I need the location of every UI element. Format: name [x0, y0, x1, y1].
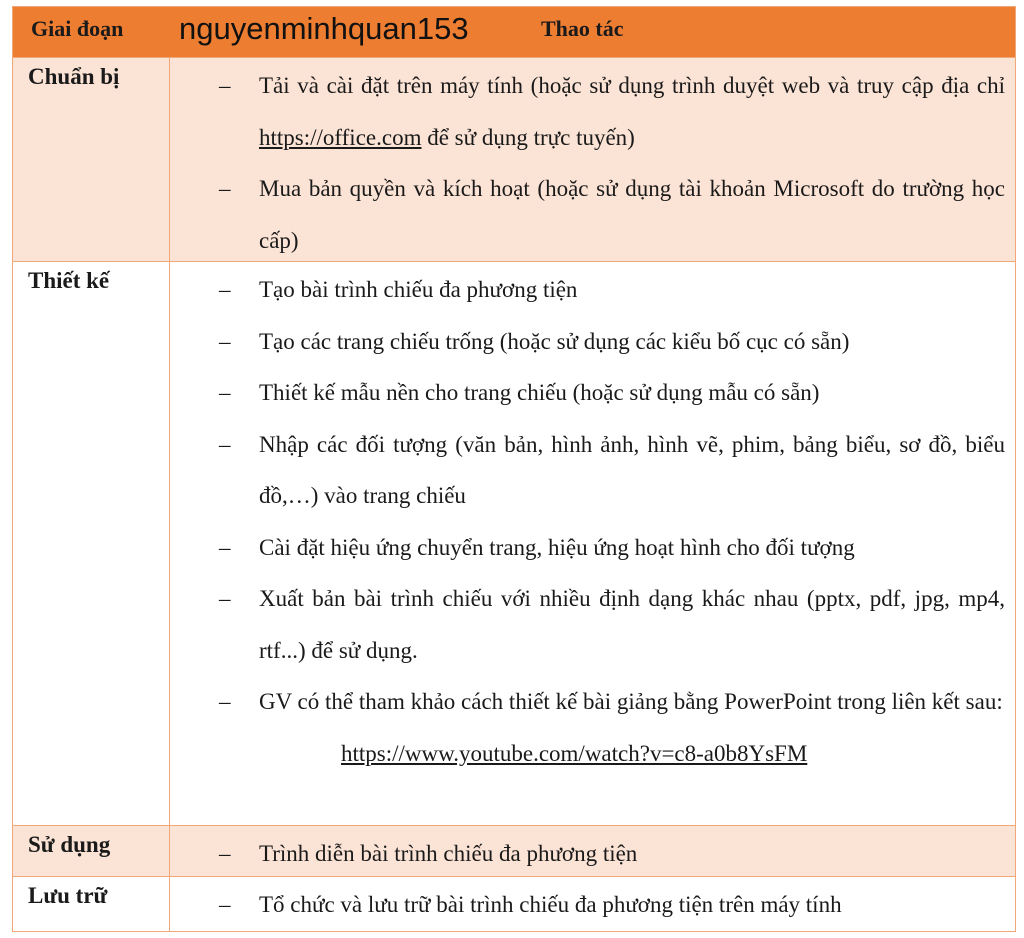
- list-item: [219, 573, 1005, 676]
- operations-list: [219, 60, 1005, 266]
- dash-bullet: –: [219, 277, 231, 302]
- list-item: [219, 522, 1005, 574]
- item-text: Tạo bài trình chiếu đa phương tiện: [259, 277, 578, 302]
- item-text: Tổ chức và lưu trữ bài trình chiếu đa phương tiện trên máy tính: [259, 892, 842, 917]
- list-item: [219, 264, 1005, 316]
- office-link[interactable]: https://office.com: [259, 124, 422, 150]
- operations-list: [219, 264, 1005, 779]
- item-text: Tải và cài đặt trên máy tính (hoặc sử dụng trình duyệt web và truy cập địa chỉ: [259, 73, 1005, 98]
- stage-label: Sử dụng: [28, 832, 111, 857]
- stage-label: Lưu trữ: [28, 883, 108, 908]
- item-text: Xuất bản bài trình chiếu với nhiều định dạng khác nhau (pptx, pdf, jpg, mp4, rtf...) để sử dụng.: [259, 586, 1005, 663]
- column-divider: [169, 58, 170, 261]
- header-stage-label: Giai đoạn: [31, 16, 124, 41]
- item-text: Tạo các trang chiếu trống (hoặc sử dụng các kiểu bố cục có sẵn): [259, 328, 850, 354]
- dash-bullet: –: [219, 380, 231, 405]
- operations-list: [219, 879, 1005, 931]
- list-item: [219, 879, 1005, 931]
- stage-label: Chuẩn bị: [28, 64, 120, 89]
- dash-bullet: –: [219, 431, 231, 457]
- dash-bullet: –: [219, 328, 231, 354]
- column-divider: [169, 826, 170, 876]
- watermark-text: nguyenminhquan153: [179, 11, 469, 46]
- stage-label: Thiết kế: [28, 268, 110, 293]
- list-item: [219, 828, 1005, 880]
- table-header: [13, 7, 1015, 57]
- dash-bullet: –: [219, 73, 231, 98]
- list-item: [219, 163, 1005, 266]
- column-divider: [169, 262, 170, 825]
- dash-bullet: –: [219, 534, 231, 560]
- youtube-link[interactable]: https://www.youtube.com/watch?v=c8-a0b8YsFM: [341, 740, 808, 766]
- list-item: [219, 419, 1005, 522]
- table-row-storage: [13, 876, 1015, 931]
- item-text: Thiết kế mẫu nền cho trang chiếu (hoặc sử dụng mẫu có sẵn): [259, 380, 820, 405]
- item-text: GV có thể tham khảo cách thiết kế bài giảng bằng PowerPoint trong liên kết sau:: [259, 689, 1003, 714]
- item-text: Mua bản quyền và kích hoạt (hoặc sử dụng tài khoản Microsoft do trường học cấp): [259, 176, 1005, 253]
- item-text: để sử dụng trực tuyến): [421, 124, 635, 150]
- dash-bullet: –: [219, 689, 231, 714]
- list-item: [219, 316, 1005, 368]
- item-text: Nhập các đối tượng (văn bản, hình ảnh, hình vẽ, phim, bảng biểu, sơ đồ, biểu đồ,…) vào trang chiếu: [259, 431, 1005, 508]
- table-row-design: [13, 261, 1015, 825]
- list-item: [219, 367, 1005, 419]
- dash-bullet: –: [219, 586, 231, 611]
- table-row-preparation: [13, 57, 1015, 261]
- list-item: [219, 60, 1005, 163]
- item-text: Cài đặt hiệu ứng chuyển trang, hiệu ứng hoạt hình cho đối tượng: [259, 534, 855, 560]
- table-row-usage: [13, 825, 1015, 876]
- dash-bullet: –: [219, 892, 231, 917]
- dash-bullet: –: [219, 841, 231, 866]
- list-item: [219, 676, 1005, 779]
- column-divider: [169, 877, 170, 931]
- header-operations-label: Thao tác: [541, 16, 624, 41]
- operations-list: [219, 828, 1005, 880]
- item-text: Trình diễn bài trình chiếu đa phương tiện: [259, 841, 638, 866]
- dash-bullet: –: [219, 176, 231, 201]
- process-table: [12, 6, 1016, 932]
